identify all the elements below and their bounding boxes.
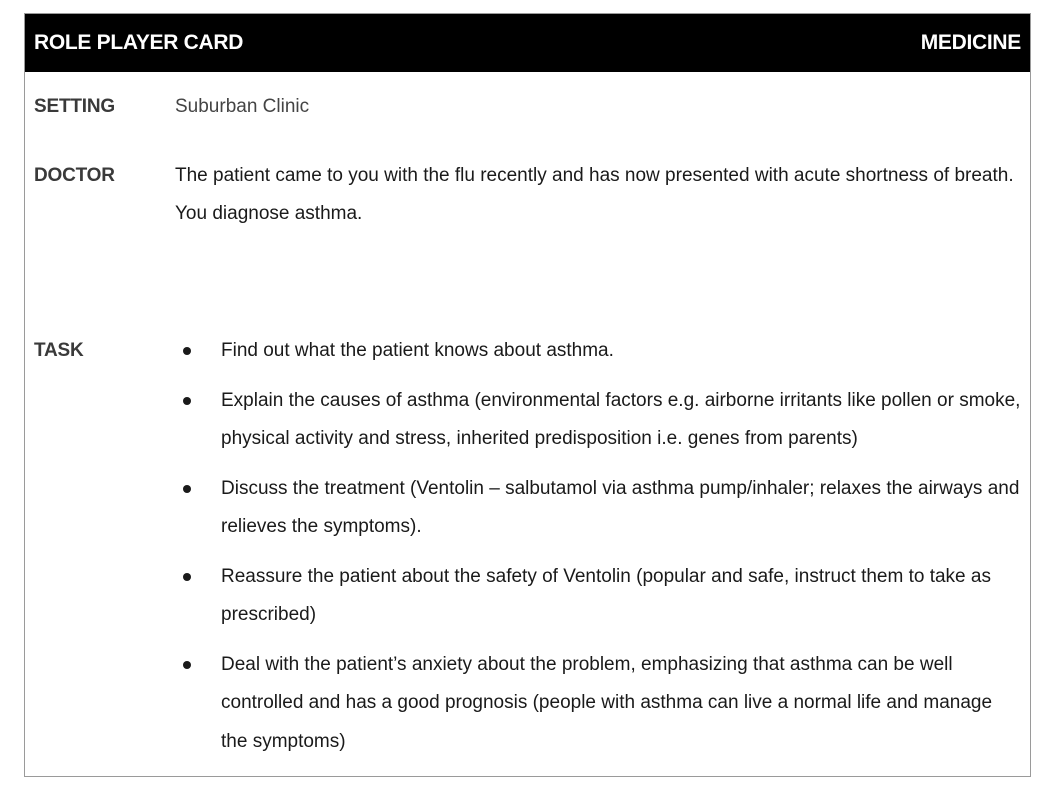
task-item (175, 470, 1022, 547)
task-item-text: Find out what the patient knows about asthma. (221, 340, 614, 361)
bullet-icon (183, 397, 191, 405)
doctor-value: The patient came to you with the flu recently and has now presented with acute shortness of breath. You diagnose asthma. (175, 165, 1014, 224)
role-player-card (24, 13, 1031, 777)
bullet-icon (183, 661, 191, 669)
setting-label: SETTING (34, 96, 115, 117)
task-item-text: Discuss the treatment (Ventolin – salbutamol via asthma pump/inhaler; relaxes the airways and relieves the symptoms). (221, 477, 1020, 537)
task-list (175, 332, 1022, 772)
task-item-text: Reassure the patient about the safety of Ventolin (popular and safe, instruct them to take as prescribed) (221, 565, 991, 625)
task-item (175, 558, 1022, 635)
card-header (25, 14, 1030, 72)
doctor-label: DOCTOR (34, 165, 115, 186)
task-item-text: Explain the causes of asthma (environmental factors e.g. airborne irritants like pollen or smoke, physical activity and stress, inherited predisposition i.e. genes from parents) (221, 389, 1021, 449)
task-item (175, 646, 1022, 762)
task-item-text: Deal with the patient’s anxiety about the problem, emphasizing that asthma can be well controlled and has a good prognosis (people with asthma can live a normal life and manage the symptoms) (221, 653, 993, 752)
bullet-icon (183, 573, 191, 581)
task-item (175, 382, 1022, 459)
task-item (175, 332, 1022, 371)
setting-value: Suburban Clinic (175, 96, 310, 117)
bullet-icon (183, 347, 191, 355)
card-title: ROLE PLAYER CARD (34, 31, 244, 54)
bullet-icon (183, 485, 191, 493)
card-category: MEDICINE (920, 31, 1021, 54)
task-label: TASK (34, 340, 84, 361)
